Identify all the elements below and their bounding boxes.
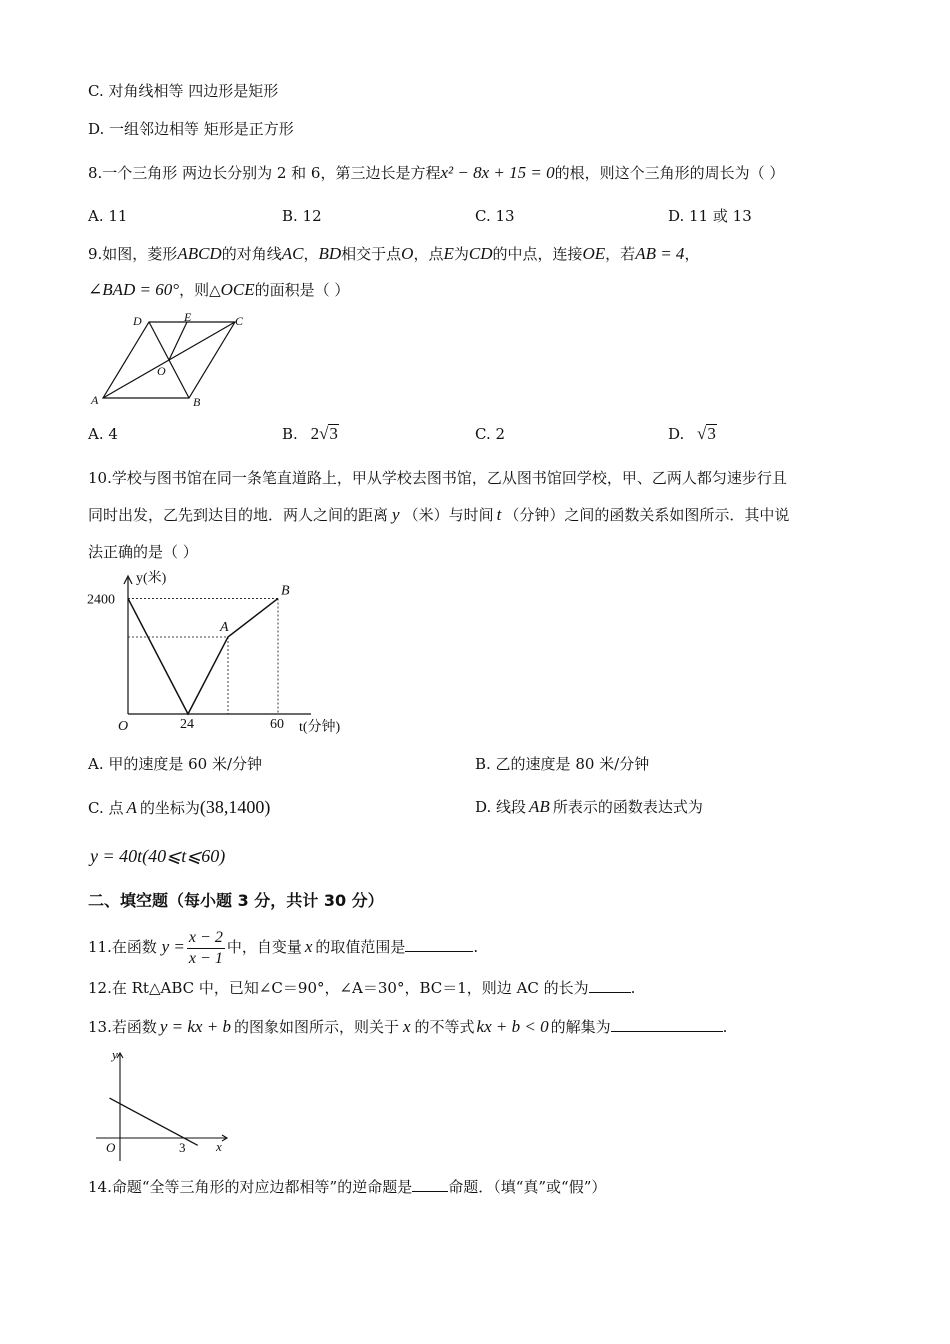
q9-option-b-radicand: 3 bbox=[329, 424, 338, 443]
q10-distance-chart bbox=[85, 571, 341, 738]
q10-point-a: A bbox=[126, 798, 137, 817]
q9-bd: BD bbox=[318, 244, 342, 263]
q10-option-d-expression: y = 40t(40⩽t⩽60) bbox=[90, 846, 226, 866]
q10-option-a: A. 甲的速度是 60 米/分钟 bbox=[88, 755, 263, 773]
origin-label: O bbox=[106, 1140, 116, 1155]
q9-option-d: D. √3 bbox=[668, 424, 716, 443]
y-axis-label: y(米) bbox=[136, 571, 167, 586]
x-axis-label: x bbox=[216, 1139, 222, 1154]
q13-inequality: kx + b < 0 bbox=[476, 1017, 549, 1036]
q8-equation: x² − 8x + 15 = 0 bbox=[440, 163, 555, 182]
q8-option-a: A. 11 bbox=[88, 207, 128, 225]
q10-var-y: y bbox=[392, 505, 400, 524]
q13-text: . bbox=[722, 1018, 728, 1036]
q9-e: E bbox=[443, 244, 454, 263]
origin-label: O bbox=[118, 719, 129, 734]
y-tick-label: 2400 bbox=[87, 592, 115, 608]
q7-option-d: D. 一组邻边相等 矩形是正方形 bbox=[88, 120, 294, 138]
q9-text: 的中点，连接 bbox=[492, 245, 583, 263]
q9-text: 的面积是（ ） bbox=[254, 281, 350, 299]
q9-text: 的对角线 bbox=[221, 245, 282, 263]
x-tick-label: 60 bbox=[270, 717, 284, 732]
q10-text: 所表示的函数表达式为 bbox=[552, 798, 703, 816]
q9-option-a: A. 4 bbox=[88, 425, 118, 443]
q10-text: （米）与时间 bbox=[403, 506, 494, 524]
q10-text: 的坐标为 bbox=[139, 799, 200, 817]
point-b-label: B bbox=[281, 583, 290, 599]
q10-option-c bbox=[88, 796, 270, 819]
q13-text: 的不等式 bbox=[414, 1018, 475, 1036]
q14 bbox=[88, 1176, 606, 1198]
q10-coord: (38,1400) bbox=[199, 797, 271, 817]
q11-fraction bbox=[187, 928, 225, 969]
label-o: O bbox=[157, 364, 166, 378]
q11-text: . bbox=[473, 938, 479, 956]
q7-option-c: C. 对角线相等 四边形是矩形 bbox=[88, 82, 279, 100]
q14-text: 14.命题“全等三角形的对应边都相等”的逆命题是 bbox=[88, 1178, 413, 1196]
q9-text: ， bbox=[303, 245, 319, 263]
q14-answer-blank[interactable] bbox=[412, 1177, 448, 1192]
q9-ac: AC bbox=[281, 244, 304, 263]
q11 bbox=[88, 925, 478, 969]
q9-text: ，若 bbox=[605, 245, 636, 263]
q9-option-d-label: D. bbox=[668, 425, 685, 443]
label-b: B bbox=[193, 395, 201, 409]
q11-denominator: x − 1 bbox=[188, 949, 223, 967]
x-tick-label: 3 bbox=[179, 1140, 186, 1155]
q8-option-b: B. 12 bbox=[282, 207, 322, 225]
q11-text: 中，自变量 bbox=[226, 938, 302, 956]
q9-text: 为 bbox=[453, 245, 469, 263]
q9-text: ， bbox=[684, 245, 700, 263]
label-e: E bbox=[184, 310, 192, 324]
q9-ab-eq: AB = 4 bbox=[635, 244, 685, 263]
q9-oe: OE bbox=[582, 244, 606, 263]
q12-text: 12.在 Rt△ABC 中，已知∠C＝90°，∠A＝30°，BC＝1，则边 AC 的长为 bbox=[88, 979, 589, 997]
q12-answer-blank[interactable] bbox=[589, 978, 631, 993]
label-a: A bbox=[91, 393, 99, 407]
q11-numerator: x − 2 bbox=[187, 928, 225, 949]
q12 bbox=[88, 977, 635, 999]
q10-text: 同时出发，乙先到达目的地．两人之间的距离 bbox=[88, 506, 389, 524]
q10-var-t: t bbox=[496, 505, 502, 524]
y-axis-label: y bbox=[112, 1047, 118, 1062]
section-title: 二、填空题（每小题 3 分，共计 30 分） bbox=[88, 891, 384, 910]
q8-stem-b: 的根，则这个三角形的周长为（ ） bbox=[554, 164, 785, 182]
q11-y-eq: y = bbox=[161, 937, 185, 956]
q13-text: 的解集为 bbox=[550, 1018, 611, 1036]
q11-text: 的取值范围是 bbox=[315, 938, 406, 956]
q9-text: 相交于点 bbox=[341, 245, 402, 263]
q9-abcd: ABCD bbox=[177, 244, 222, 263]
point-a-label: A bbox=[220, 619, 229, 635]
q13-function: y = kx + b bbox=[159, 1017, 231, 1036]
q10-line3: 法正确的是（ ） bbox=[88, 543, 198, 561]
q13-answer-blank[interactable] bbox=[611, 1017, 723, 1032]
q9-text: ，则△ bbox=[179, 281, 221, 299]
q8-option-d: D. 11 或 13 bbox=[668, 207, 752, 225]
q9-text: 9.如图，菱形 bbox=[88, 245, 178, 263]
q11-var-x: x bbox=[304, 937, 313, 956]
q9-option-b-coef: 2 bbox=[310, 424, 320, 443]
q13 bbox=[88, 1016, 727, 1038]
q9-stem-line1 bbox=[88, 243, 699, 265]
q10-line2 bbox=[88, 504, 789, 526]
label-c: C bbox=[235, 314, 244, 328]
q11-answer-blank[interactable] bbox=[405, 937, 473, 952]
q9-option-b-label: B. bbox=[282, 425, 298, 443]
q9-text: ，点 bbox=[413, 245, 444, 263]
q9-stem-line2 bbox=[88, 279, 349, 301]
q10-segment-ab: AB bbox=[529, 797, 550, 816]
q11-text: 11.在函数 bbox=[88, 938, 157, 956]
q10-text: （分钟）之间的函数关系如图所示．其中说 bbox=[504, 506, 790, 524]
x-tick-label: 24 bbox=[180, 717, 194, 732]
q9-angle: ∠BAD = 60° bbox=[88, 280, 180, 299]
q10-option-d bbox=[475, 796, 703, 818]
q9-option-b: B. 2√3 bbox=[282, 424, 338, 443]
q8-option-c: C. 13 bbox=[475, 207, 515, 225]
q9-o: O bbox=[401, 244, 414, 263]
q8-stem-a: 8.一个三角形 两边长分别为 2 和 6，第三边长是方程 bbox=[88, 164, 441, 182]
q9-option-d-radicand: 3 bbox=[707, 424, 716, 443]
q13-text: 的图象如图所示，则关于 bbox=[233, 1018, 399, 1036]
q10-text: C. 点 bbox=[88, 799, 124, 817]
q14-text: 命题．（填“真”或“假”） bbox=[448, 1178, 607, 1196]
q10-line1: 10.学校与图书馆在同一条笔直道路上，甲从学校去图书馆，乙从图书馆回学校，甲、乙两人都匀速步行且 bbox=[88, 469, 787, 487]
label-d: D bbox=[133, 314, 142, 328]
q9-cd: CD bbox=[468, 244, 493, 263]
q13-function-graph bbox=[88, 1046, 238, 1166]
q8-stem bbox=[88, 162, 784, 184]
q10-text: D. 线段 bbox=[475, 798, 527, 816]
q13-text: 13.若函数 bbox=[88, 1018, 157, 1036]
q10-series-line bbox=[128, 598, 278, 714]
q9-rhombus-figure bbox=[85, 312, 255, 412]
q10-option-b: B. 乙的速度是 80 米/分钟 bbox=[475, 755, 650, 773]
q13-var-x: x bbox=[402, 1017, 411, 1036]
q9-oce: OCE bbox=[220, 280, 255, 299]
q9-option-c: C. 2 bbox=[475, 425, 506, 443]
q12-text: . bbox=[630, 979, 636, 997]
x-axis-label: t(分钟) bbox=[299, 720, 341, 735]
